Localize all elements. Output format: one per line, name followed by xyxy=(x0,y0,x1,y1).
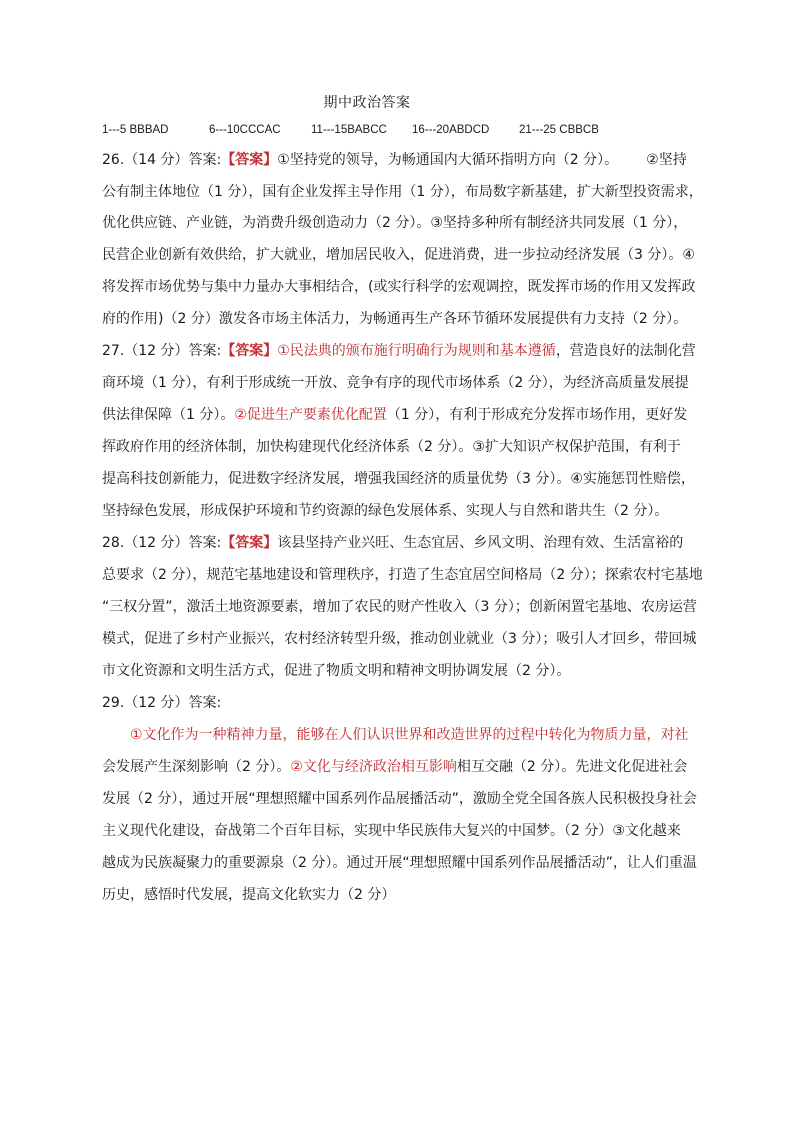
mc-group-3: 11---15BABCC xyxy=(311,124,387,136)
multiple-choice-answers xyxy=(102,124,599,136)
q29-line-1: 29.（12 分）答案: xyxy=(102,695,222,711)
answer-bracket: 【答案】 xyxy=(221,535,278,551)
q26-line-3: 优化供应链、产业链，为消费升级创造动力（2 分）。③坚持多种所有制经济共同发展（1 分）， xyxy=(102,215,688,231)
q26-line-6: 府的作用)（2 分）激发各市场主体活力，为畅通再生产各环节循环发展提供有力支持（2 分）。 xyxy=(102,311,688,327)
q29-text: 会发展产生深刻影响（2 分）。 xyxy=(102,759,291,775)
q28-text: 该县坚持产业兴旺、生态宜居、乡风文明、治理有效、生活富裕的 xyxy=(277,535,684,551)
q27-highlight: ①民法典的颁布施行明确行为规则和基本遵循 xyxy=(277,343,556,359)
q28-label: 28.（12 分）答案: xyxy=(102,535,222,551)
answer-bracket: 【答案】 xyxy=(221,152,278,168)
q27-text: 供法律保障（1 分）。 xyxy=(102,407,235,423)
mc-group-4: 16---20ABDCD xyxy=(412,124,490,136)
q29-line-6: 越成为民族凝聚力的重要源泉（2 分）。通过开展“理想照耀中国系列作品展播活动”，让人们重温 xyxy=(102,855,697,871)
q29-line-2: ①文化作为一种精神力量，能够在人们认识世界和改造世界的过程中转化为物质力量，对社 xyxy=(130,727,689,743)
q29-line-4: 发展（2 分），通过开展“理想照耀中国系列作品展播活动”，激励全党全国各族人民积极投身社会 xyxy=(102,791,697,807)
q29-text: 相互交融（2 分）。先进文化促进社会 xyxy=(456,759,688,775)
q26-line-2: 公有制主体地位（1 分），国有企业发挥主导作用（1 分），布局数字新基建，扩大新型投资需求， xyxy=(102,184,703,200)
q28-line-3: “三权分置”，激活土地资源要素，增加了农民的财产性收入（3 分）；创新闲置宅基地、农房运营 xyxy=(102,599,697,615)
q27-line-3 xyxy=(102,405,687,425)
q27-line-4: 挥政府作用的经济体制，加快构建现代化经济体系（2 分）。③扩大知识产权保护范围，有利于 xyxy=(102,439,681,455)
q29-line-3 xyxy=(102,757,687,777)
q26-label: 26.（14 分）答案: xyxy=(102,152,222,168)
q27-line-1 xyxy=(102,341,696,361)
q26-text: ②坚持 xyxy=(646,152,687,168)
q26-line-5: 将发挥市场优势与集中力量办大事相结合，(或实行科学的宏观调控，既发挥市场的作用又发挥政 xyxy=(102,279,696,295)
q27-line-6: 坚持绿色发展，形成保护环境和节约资源的绿色发展体系、实现人与自然和谐共生（2 分）。 xyxy=(102,503,669,519)
q26-line-4: 民营企业创新有效供给，扩大就业，增加居民收入，促进消费，进一步拉动经济发展（3 分）。④ xyxy=(102,247,695,263)
q27-highlight: ②促进生产要素优化配置 xyxy=(234,407,387,423)
q29-line-5: 主义现代化建设，奋战第二个百年目标，实现中华民族伟大复兴的中国梦。（2 分）③文化越来 xyxy=(102,823,681,839)
q29-highlight: ②文化与经济政治相互影响 xyxy=(290,759,457,775)
q26-text: ①坚持党的领导，为畅通国内大循环指明方向（2 分）。 xyxy=(277,152,619,168)
q27-line-5: 提高科技创新能力，促进数字经济发展，增强我国经济的质量优势（3 分）。④实施惩罚性赔偿， xyxy=(102,471,695,487)
q28-line-5: 市文化资源和文明生活方式，促进了物质文明和精神文明协调发展（2 分）。 xyxy=(102,663,571,679)
mc-group-1: 1---5 BBBAD xyxy=(102,124,169,136)
q27-text: ，营造良好的法制化营 xyxy=(555,343,696,359)
q28-line-2: 总要求（2 分），规范宅基地建设和管理秩序，打造了生态宜居空间格局（2 分）；探索农村宅基地 xyxy=(102,567,703,583)
q28-line-1 xyxy=(102,533,683,553)
q27-label: 27.（12 分）答案: xyxy=(102,343,222,359)
q27-line-2: 商环境（1 分），有利于形成统一开放、竞争有序的现代市场体系（2 分），为经济高质量发展提 xyxy=(102,375,689,391)
q28-line-4: 模式，促进了乡村产业振兴，农村经济转型升级，推动创业就业（3 分）；吸引人才回乡，带回城 xyxy=(102,631,697,647)
q29-line-7: 历史，感悟时代发展，提高文化软实力（2 分） xyxy=(102,887,396,903)
q26-line-1 xyxy=(102,150,687,170)
mc-group-2: 6---10CCCAC xyxy=(209,124,281,136)
q27-text: （1 分），有利于形成充分发挥市场作用，更好发 xyxy=(386,407,688,423)
mc-group-5: 21---25 CBBCB xyxy=(519,124,599,136)
answer-bracket: 【答案】 xyxy=(221,343,278,359)
page-title: 期中政治答案 xyxy=(323,95,411,111)
